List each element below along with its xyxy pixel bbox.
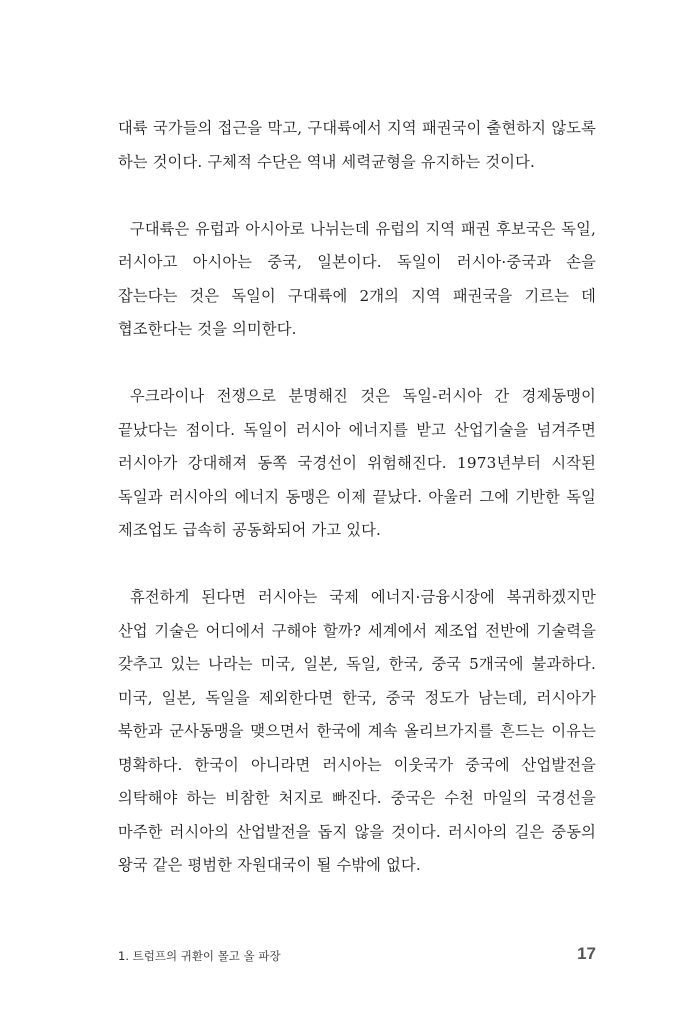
body-text [118, 112, 596, 883]
paragraph-continued: 대륙 국가들의 접근을 막고, 구대륙에서 지역 패권국이 출현하지 않도록 하는 것이다. 구체적 수단은 역내 세력균형을 유지하는 것이다. [118, 119, 596, 171]
page-number: 17 [577, 944, 596, 963]
paragraph-ceasefire: 휴전하게 된다면 러시아는 국제 에너지·금융시장에 복귀하겠지만 산업 기술은 어디에서 구해야 할까? 세계에서 제조업 전반에 기술력을 갖추고 있는 나라는 미국, 일본, 독일, 한국, 중국 5개국에 불과하다. 미국, 일본, 독일을 제외한다면 한국, 중국 정도가 남는데, 러시아가 북한과 군사동맹을 맺으면서 한국에 계속 올리브가지를 흔드는 이유는 명확하다. 한국이 아니라면 러시아는 이웃국가 중국에 산업발전을 의탁해야 하는 비참한 처지로 빠진다. 중국은 수천 마일의 국경선을 마주한 러시아의 산업발전을 돕지 않을 것이다. 러시아의 길은 중동의 왕국 같은 평범한 자원대국이 될 수밖에 없다. [118, 588, 596, 874]
running-footer-title: 1. 트럼프의 귀환이 몰고 올 파장 [118, 949, 281, 963]
paragraph-ukraine-war: 우크라이나 전쟁으로 분명해진 것은 독일-러시아 간 경제동맹이 끝났다는 점이다. 독일이 러시아 에너지를 받고 산업기술을 넘겨주면 러시아가 강대해져 동쪽 국경선이 위험해진다. 1973년부터 시작된 독일과 러시아의 에너지 동맹은 이제 끝났다. 아울러 그에 기반한 독일 제조업도 급속히 공동화되어 가고 있다. [118, 387, 596, 539]
paragraph-old-continent: 구대륙은 유럽과 아시아로 나뉘는데 유럽의 지역 패권 후보국은 독일, 러시아고 아시아는 중국, 일본이다. 독일이 러시아·중국과 손을 잡는다는 것은 독일이 구대륙에 2개의 지역 패권국을 기르는 데 협조한다는 것을 의미한다. [118, 219, 596, 338]
